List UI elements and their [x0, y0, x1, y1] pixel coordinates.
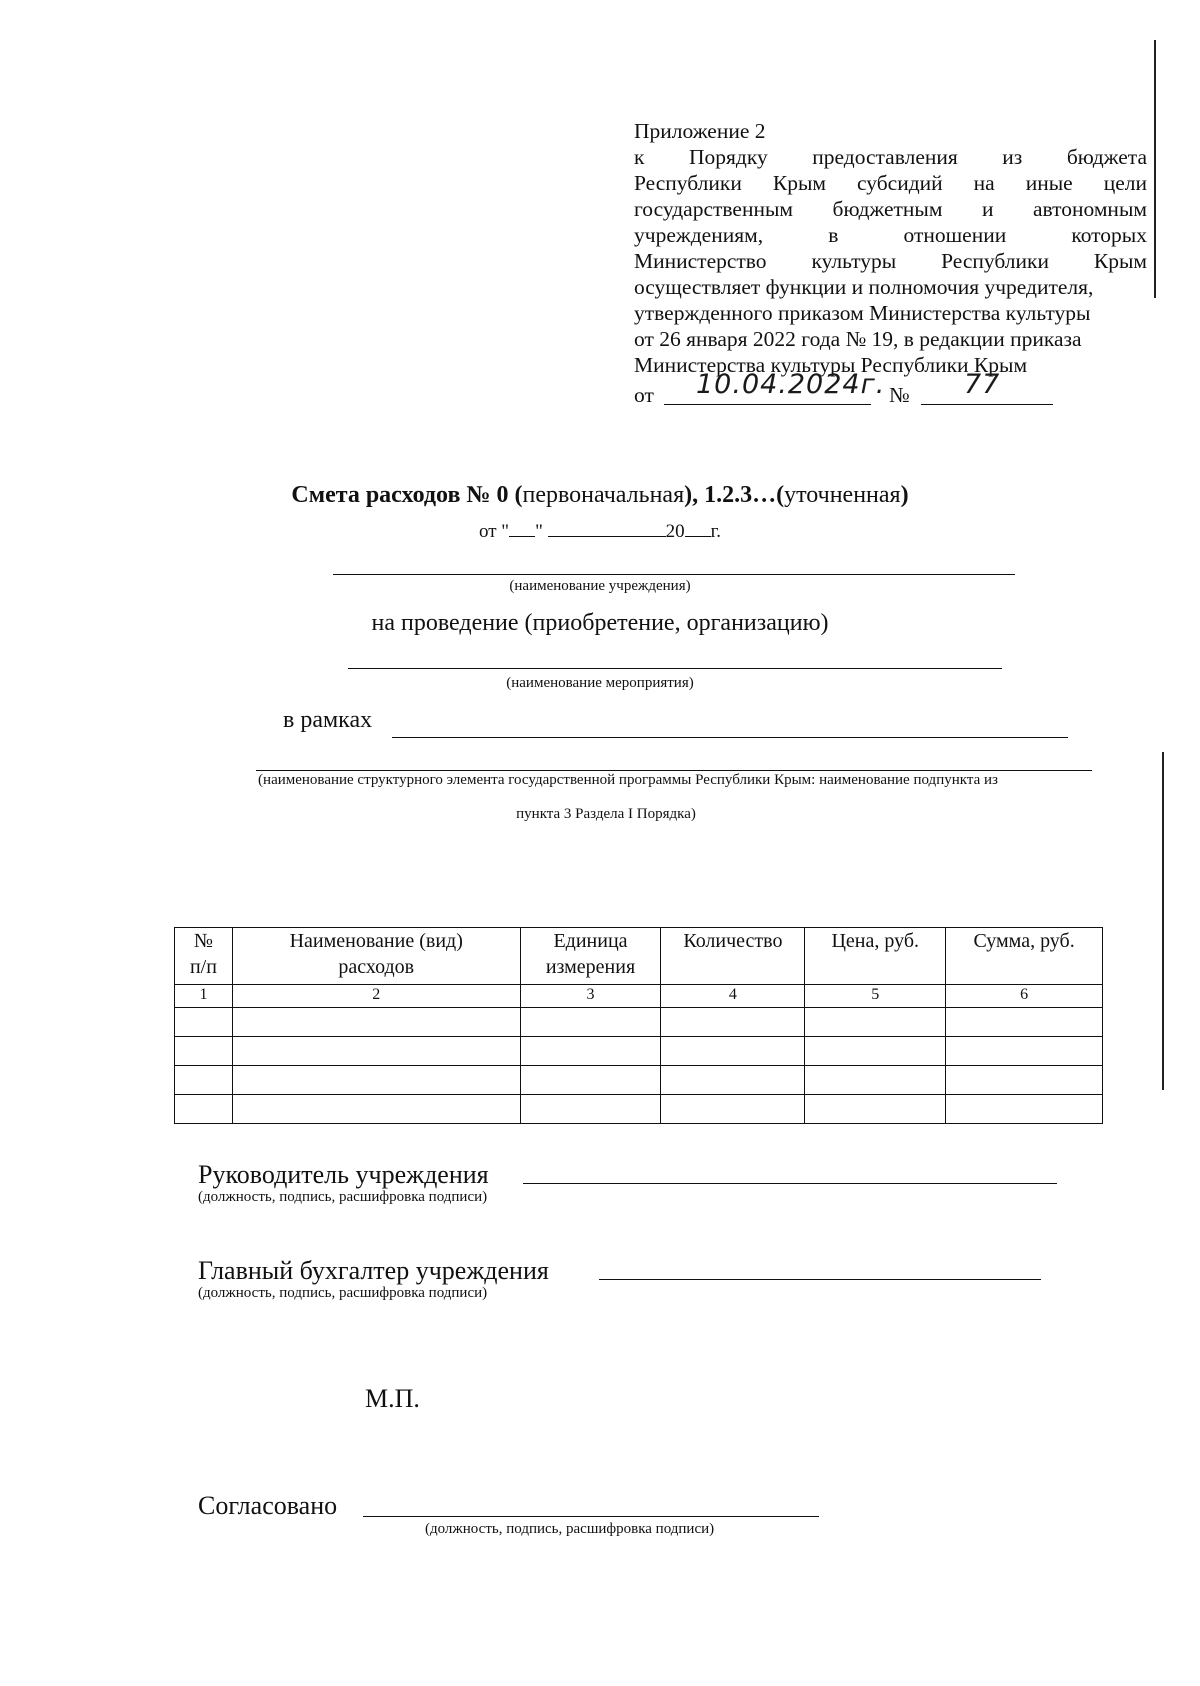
date-year-prefix: 20	[665, 521, 685, 542]
column-number: 1	[175, 985, 233, 1008]
head-label: Руководитель учреждения	[198, 1160, 489, 1189]
column-number: 6	[946, 985, 1103, 1008]
appendix-line: Министерство культуры Республики Крым	[634, 249, 1147, 273]
table-header-cell: Сумма, руб.	[946, 928, 1103, 985]
handwritten-date: 10.04.2024г.	[696, 369, 886, 400]
column-number: 2	[232, 985, 520, 1008]
approved-signature-line	[363, 1516, 819, 1517]
date-quote: "	[535, 521, 543, 542]
column-number: 3	[520, 985, 661, 1008]
accountant-caption: (должность, подпись, расшифровка подписи)	[198, 1285, 488, 1301]
estimate-title	[0, 482, 1200, 509]
estimate-date-line	[0, 518, 1200, 543]
handwritten-number: 77	[964, 369, 1001, 400]
appendix-line: Республики Крым субсидий на иные цели	[634, 171, 1147, 195]
purpose-text: на проведение (приобретение, организацию)	[371, 610, 829, 636]
event-caption: (наименование мероприятия)	[506, 675, 694, 691]
column-numbers-row	[175, 985, 1103, 1008]
accountant-signature-line	[599, 1279, 1041, 1280]
scan-edge-line-top	[1154, 40, 1156, 298]
column-number: 4	[661, 985, 805, 1008]
appendix-line: государственным бюджетным и автономным	[634, 197, 1147, 221]
date-suffix: г.	[710, 521, 721, 542]
date-month-blank	[548, 518, 666, 537]
head-caption: (должность, подпись, расшифровка подписи)	[198, 1189, 488, 1205]
institution-caption: (наименование учреждения)	[509, 578, 691, 594]
table-row	[175, 1066, 1103, 1095]
title-part: уточненная	[784, 482, 901, 508]
table-row	[175, 1008, 1103, 1037]
framework-label: в рамках	[283, 707, 373, 733]
table-header-cell: Единица измерения	[520, 928, 661, 985]
appendix-line: утвержденного приказом Министерства культуры	[634, 301, 1091, 325]
appendix-block	[634, 118, 1147, 408]
date-day-blank	[509, 518, 535, 537]
appendix-title: Приложение 2	[634, 119, 766, 143]
title-part: )	[900, 482, 909, 508]
appendix-line: от 26 января 2022 года № 19, в редакции приказа	[634, 327, 1082, 351]
accountant-label: Главный бухгалтер учреждения	[198, 1256, 549, 1285]
approved-label: Согласовано	[198, 1491, 338, 1520]
column-number: 5	[805, 985, 946, 1008]
table-header-cell: Цена, руб.	[805, 928, 946, 985]
program-caption-1: (наименование структурного элемента государственной программы Республики Крым: наименование подпункта из	[258, 772, 998, 788]
date-year-blank	[685, 518, 711, 537]
program-line	[256, 770, 1092, 771]
appendix-line: Министерства культуры Республики Крым	[634, 353, 1028, 377]
expenses-table	[174, 927, 1103, 1124]
framework-line	[392, 737, 1068, 738]
scan-edge-line-bottom	[1162, 752, 1164, 1090]
table-header-cell: № п/п	[175, 928, 233, 985]
title-part: первоначальная	[522, 482, 685, 508]
head-signature-line	[523, 1183, 1057, 1184]
appendix-date-row	[634, 369, 1147, 408]
stamp-place: М.П.	[365, 1384, 420, 1413]
event-name-line	[348, 668, 1002, 669]
appendix-ot-label: от	[634, 383, 654, 407]
appendix-line: осуществляет функции и полномочия учредителя,	[634, 275, 1094, 299]
table-row	[175, 1095, 1103, 1124]
institution-name-line	[333, 574, 1015, 575]
title-part: Смета расходов № 0 (	[291, 482, 523, 508]
table-header-cell: Количество	[661, 928, 805, 985]
table-header-row	[175, 928, 1103, 985]
date-prefix: от "	[479, 521, 510, 542]
appendix-line: к Порядку предоставления из бюджета	[634, 145, 1147, 169]
title-part: ), 1.2.3…(	[684, 482, 785, 508]
table-row	[175, 1037, 1103, 1066]
appendix-line: учреждениям, в отношении которых	[634, 223, 1147, 247]
appendix-number-label: №	[889, 383, 910, 407]
table-header-cell: Наименование (вид) расходов	[232, 928, 520, 985]
approved-caption: (должность, подпись, расшифровка подписи)	[425, 1521, 715, 1537]
program-caption-2: пункта 3 Раздела I Порядка)	[516, 806, 696, 822]
